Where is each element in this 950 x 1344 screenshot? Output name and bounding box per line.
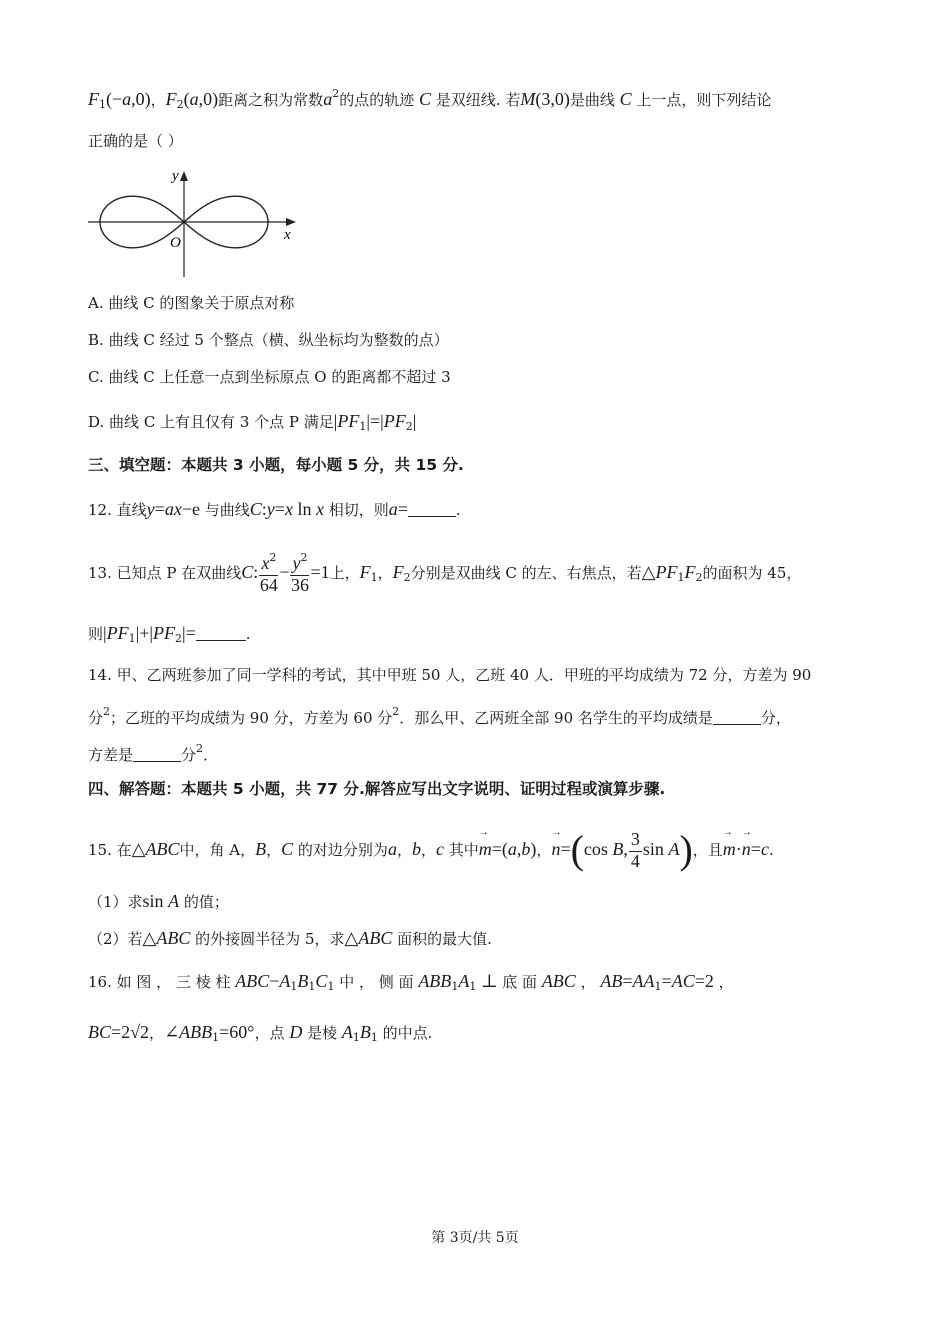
option-d: D. 曲线 C 上有且仅有 3 个点 P 满足$|PF_1|=|PF_2|$ xyxy=(88,411,417,433)
q13: 13. 已知点 P 在双曲线C: $\frac{x^2}{64}$ − $\frac{y^2}{36}$ =1上，$F_1$，$F_2$分别是双曲线 C 的左、右焦点，若$\triangle PF_1F_2$的面积为 45， xyxy=(88,551,802,595)
q11-intro-line2: 正确的是（ ） xyxy=(88,132,183,150)
origin-label: O xyxy=(170,235,181,251)
lemniscate-figure xyxy=(88,165,303,280)
y-axis-label: y xyxy=(172,168,179,184)
option-c: C. 曲线 C 上任意一点到坐标原点 O 的距离都不超过 3 xyxy=(88,368,451,386)
option-a: A. 曲线 C 的图象关于原点对称 xyxy=(88,294,295,312)
q14-line2: 分$^2$；乙班的平均成绩为 90 分，方差为 60 分$^2$．那么甲、乙两班全部 90 名学生的平均成绩是 分， xyxy=(88,705,791,727)
q14-line1: 14. 甲、乙两班参加了同一学科的考试，其中甲班 50 人，乙班 40 人．甲班的平均成绩为 72 分，方差为 90 xyxy=(88,666,812,684)
q15: 15. 在△ABC中，角 A，B，C 的对边分别为a，b，c 其中→ m=(a,b)，→ n=(cos B, $\frac{3}{4}$ sin A)，且→ m·→ n=c. xyxy=(88,830,774,872)
q16-line2: BC=2√2，$\angle ABB_1=60^\circ$，点 D 是棱 $A_1B_1$ 的中点. xyxy=(88,1022,433,1044)
q13-answer-line: 则$|PF_1|+|PF_2|=$ . xyxy=(88,623,251,645)
q14-line3: 方差是 分$^2$． xyxy=(88,742,219,764)
x-axis-label: x xyxy=(284,227,291,243)
q15-part2: （2）若△ABC 的外接圆半径为 5，求△ABC 面积的最大值. xyxy=(88,928,492,948)
page-footer: 第 3页/共 5页 xyxy=(431,1230,519,1246)
q16-line1: 16. 如 图 ， 三 棱 柱 $ABC-A_1B_1C_1$ 中 ， 侧 面 $ABB_1A_1$ ⊥ 底 面 ABC ， $AB=AA_1=AC=2$ ， xyxy=(88,971,734,993)
section4-title: 四、解答题：本题共 5 小题，共 77 分.解答应写出文字说明、证明过程或演算步骤. xyxy=(88,780,666,798)
section3-title: 三、填空题：本题共 3 小题，每小题 5 分，共 15 分. xyxy=(88,456,464,474)
option-b: B. 曲线 C 经过 5 个整点（横、纵坐标均为整数的点） xyxy=(88,331,449,349)
q15-part1: （1）求sin A 的值； xyxy=(88,891,229,911)
q11-intro-line1: $F_1(-a,0)$，$F_2(a,0)$距离之积为常数$a^2$的点的轨迹 C 是双纽线. 若M(3,0)是曲线 C 上一点，则下列结论 xyxy=(88,87,772,111)
q12: 12. 直线y=ax−e 与曲线C:y=x ln x 相切，则a= . xyxy=(88,499,461,519)
